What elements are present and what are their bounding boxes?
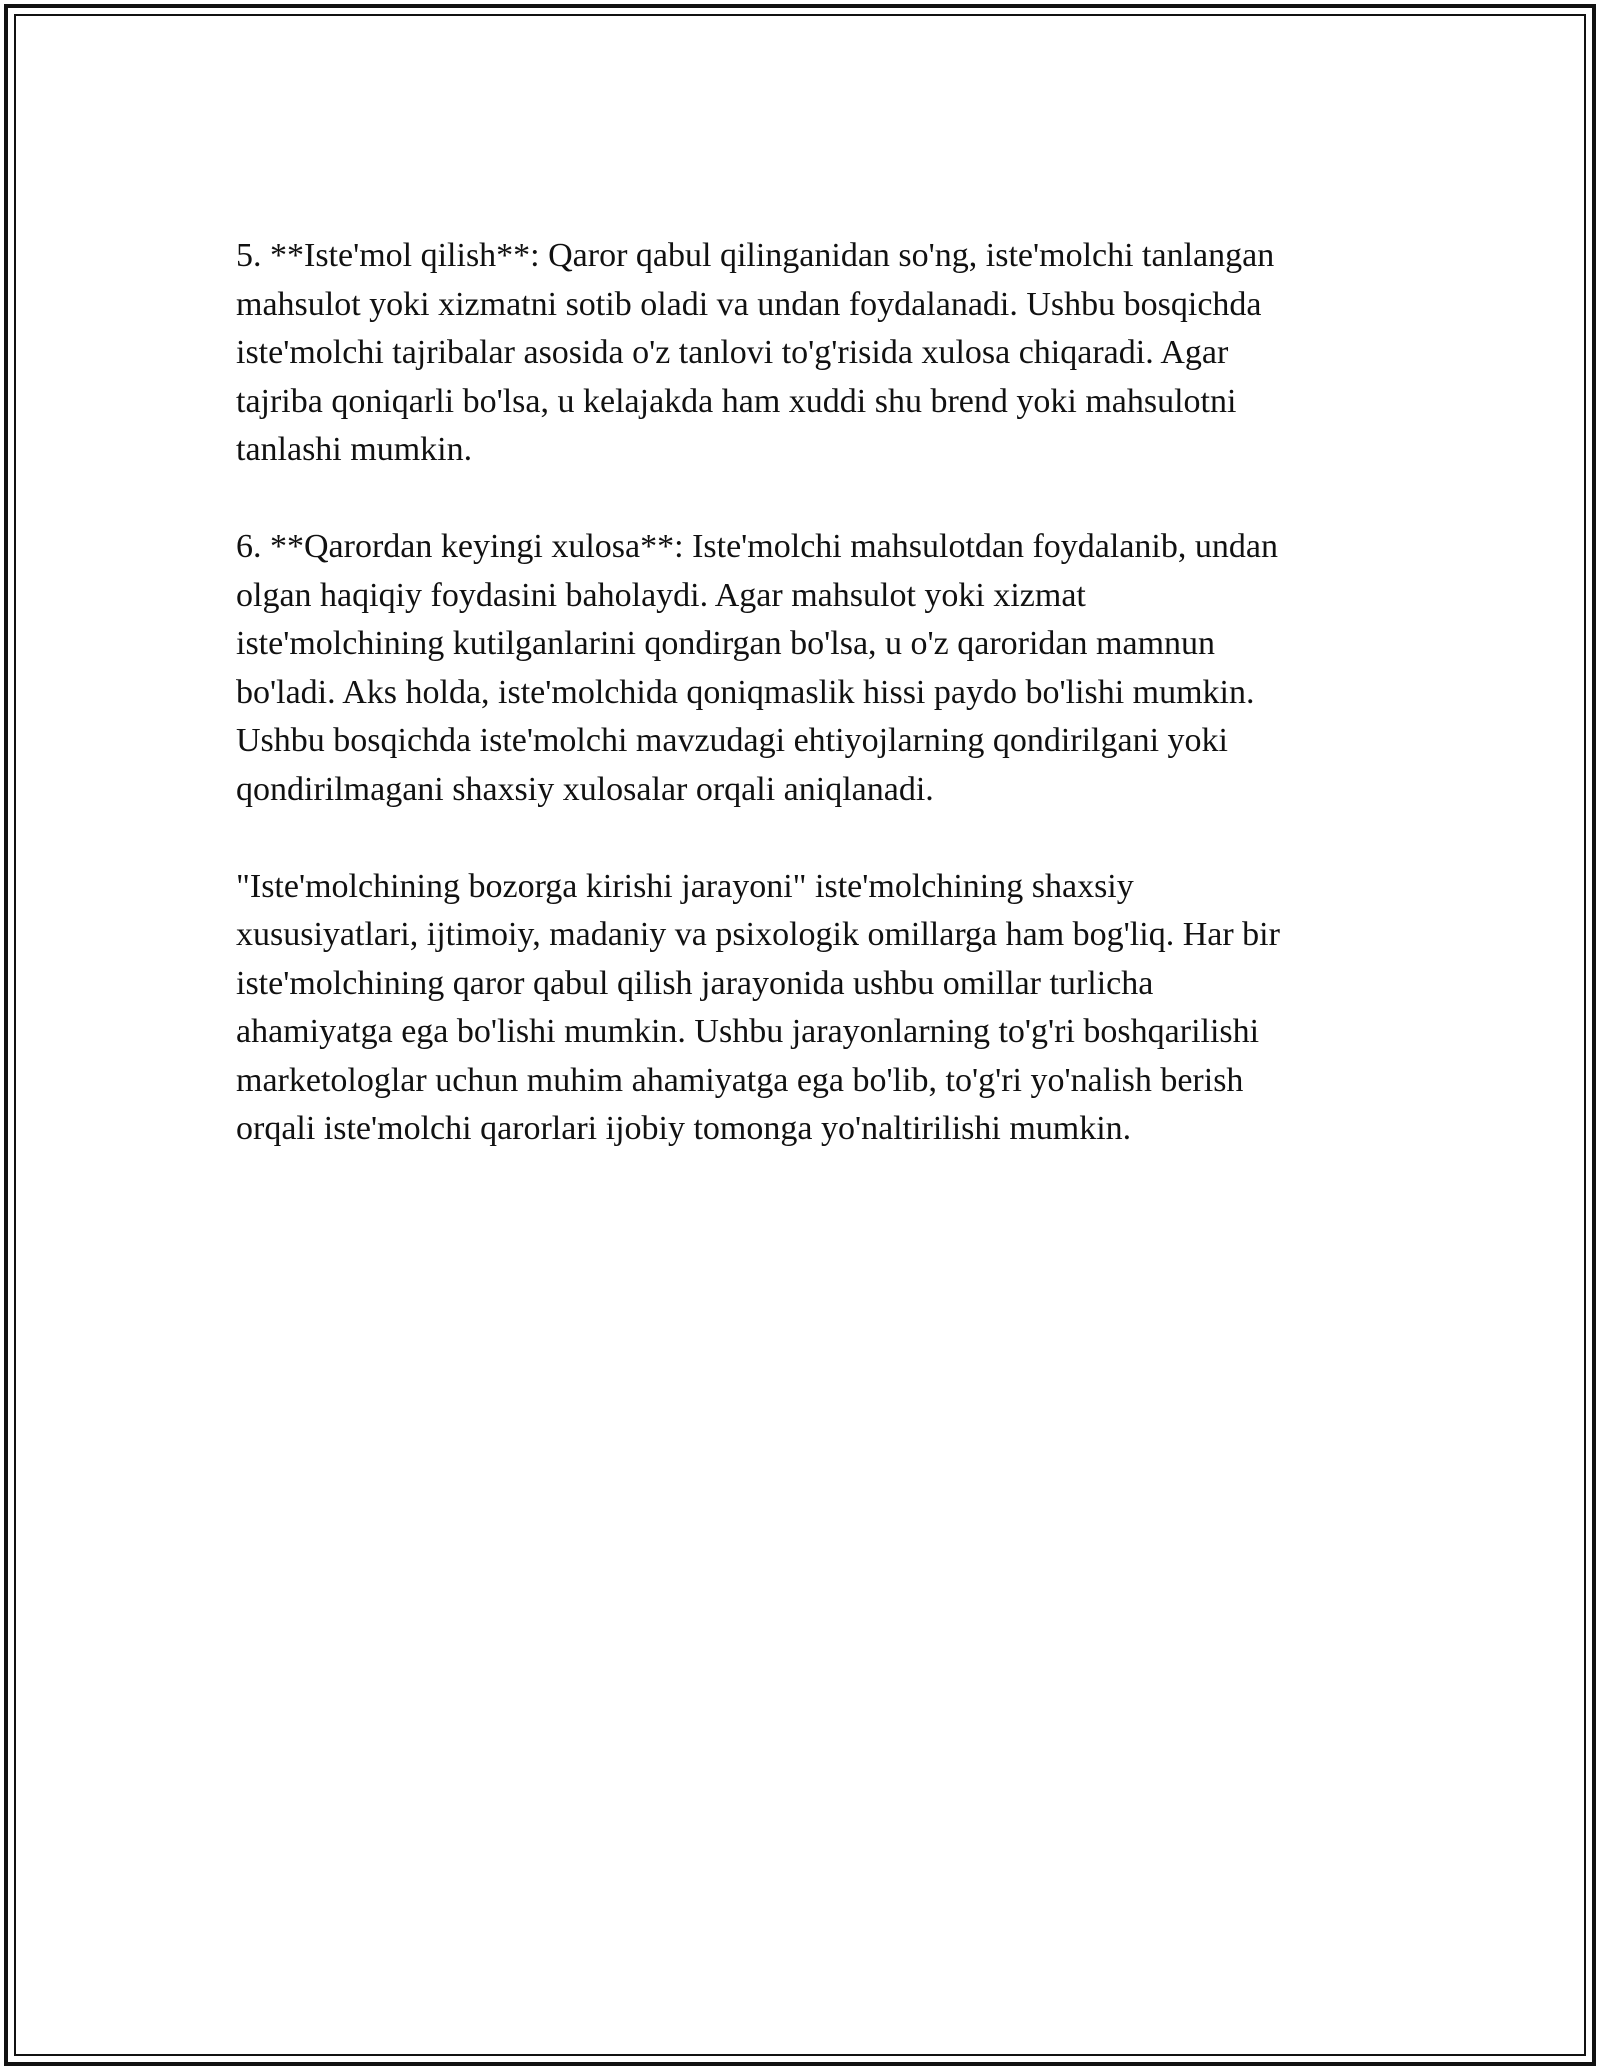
- paragraph-step-5: 5. **Iste'mol qilish**: Qaror qabul qilinganidan so'ng, iste'molchi tanlangan mahsulot yoki xizmatni sotib oladi va undan foydalanadi. Ushbu bosqichda iste'molchi tajribalar asosida o'z tanlovi to'g'risida xulosa chiqaradi. Agar tajriba qoniqarli bo'lsa, u kelajakda ham xuddi shu brend yoki mahsulotni tanlashi mumkin.: [236, 237, 1275, 468]
- paragraph-step-6: 6. **Qarordan keyingi xulosa**: Iste'molchi mahsulotdan foydalanib, undan olgan haqiqiy foydasini baholaydi. Agar mahsulot yoki xizmat iste'molchining kutilganlarini qondirgan bo'lsa, u o'z qaroridan mamnun bo'ladi. Aks holda, iste'molchida qoniqmaslik hissi paydo bo'lishi mumkin. Ushbu bosqichda iste'molchi mavzudagi ehtiyojlarning qondirilgani yoki qondirilmagani shaxsiy xulosalar orqali aniqlanadi.: [236, 528, 1278, 808]
- paragraph-summary: "Iste'molchining bozorga kirishi jarayoni" iste'molchining shaxsiy xususiyatlari, ijtimoiy, madaniy va psixologik omillarga ham bog'liq. Har bir iste'molchining qaror qabul qilish jarayonida ushbu omillar turlicha ahamiyatga ega bo'lishi mumkin. Ushbu jarayonlarning to'g'ri boshqarilishi marketologlar uchun muhim ahamiyatga ega bo'lib, to'g'ri yo'nalish berish orqali iste'molchi qarorlari ijobiy tomonga yo'naltirilishi mumkin.: [236, 867, 1280, 1147]
- document-body: [236, 232, 1376, 1202]
